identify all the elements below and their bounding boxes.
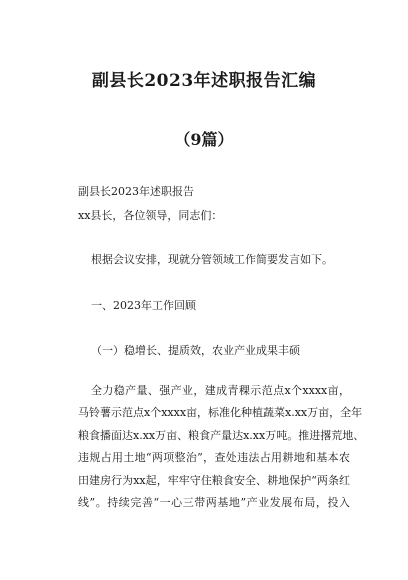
paragraph-line: 马铃薯示范点x个xxxx亩，标准化种植蔬菜x.xx万亩，全年 — [78, 406, 363, 420]
paragraph-line: 粮食播面达x.xx万亩、粮食产量达x.xx万吨。推进撂荒地、 — [78, 428, 365, 442]
document-subtitle: （9篇） — [174, 130, 234, 149]
body-paragraph — [78, 380, 365, 514]
paragraph-line: 线”。持续完善“一心三带两基地”产业发展布局，投入 — [78, 496, 350, 510]
paragraph-line: 田建房行为xx起，牢牢守住粮食安全、耕地保护“两条红 — [78, 473, 350, 487]
paragraph-line: 全力稳产量、强产业，建成青稞示范点x个xxxx亩， — [91, 384, 350, 397]
intro-paragraph: 根据会议安排，现就分管领域工作简要发言如下。 — [91, 253, 333, 266]
report-heading: 副县长2023年述职报告 — [78, 185, 194, 198]
section-heading: 一、2023年工作回顾 — [91, 299, 196, 312]
paragraph-line: 违规占用土地“两项整治”，查处违法占用耕地和基本农 — [78, 451, 350, 465]
document-title: 副县长2023年述职报告汇编 — [91, 71, 317, 91]
greeting-line: xx县长，各位领导，同志们： — [78, 209, 223, 222]
subsection-heading: （一）稳增长、提质效，农业产业成果丰硕 — [91, 344, 300, 357]
